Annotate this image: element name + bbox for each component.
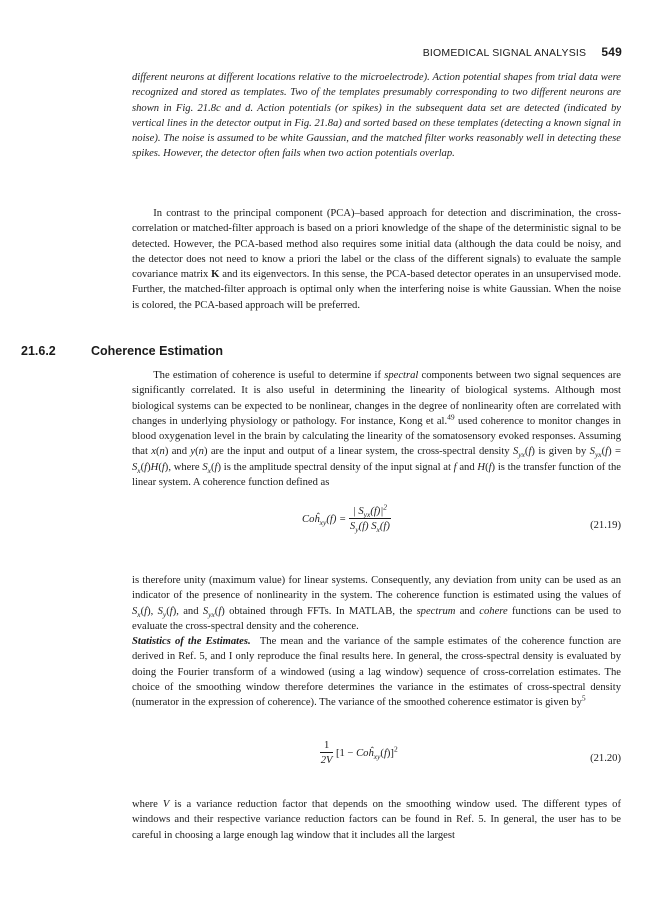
running-header — [423, 45, 622, 59]
equation-21-20 — [132, 740, 621, 780]
variance-formula: $\frac{1}{2V}$ $[1 - Coĥ_{xy}(f)]^2$ — [320, 740, 398, 766]
paragraph-variance-factor: where V is a variance reduction factor that depends on the smoothing window used. The different types of windows and their respective variance reduction factors can be found in Ref. 5. In general, the user has to be careful in choosing a large enough lag window that it includes all the largest — [132, 799, 621, 841]
coherence-formula: $Coĥ_{xy}(f)$ = $\frac{| S_{yx}(f)|^2}{S_y(f) S_x(f)}$ — [302, 502, 390, 535]
figure-caption-continuation: different neurons at different locations relative to the microelectrode). Action potential shapes from trial data were recognized and stored as templates. Two of the templates presumably corresponding to two different neurons are shown in Fig. 21.8c and d. Action potentials (or spikes) in the subsequent data set are detected (indicated by vertical lines in the detector output in Fig. 21.8a) and sorted based on these templates (detecting a known signal in noise). The noise is assumed to be white Gaussian, and the matched filter works reasonably well in detecting these spikes. However, the detector often fails when two action potentials overlap. — [132, 72, 621, 160]
running-title: BIOMEDICAL SIGNAL ANALYSIS — [422, 47, 587, 59]
paragraph-pca-comparison: In contrast to the principal component (PCA)–based approach for detection and discrimination, the cross-correlation or matched-filter approach is based on a priori knowledge of the shape of the deterministic signal to be detected. However, the PCA-based method also requires some initial data (although the data could be noisy, and the detector does not need to know a priori the label or the class of the different signals) to evaluate the sample covariance matrix K and its eigenvectors. In this sense, the PCA-based detector operates in an unsupervised mode. Further, the matched-filter approach is optimal only when the interfering noise is white Gaussian. When the noise is colored, the PCA-based approach will be preferred. — [132, 208, 621, 311]
equation-21-19 — [132, 504, 621, 550]
section-title: Coherence Estimation — [91, 344, 223, 358]
run-in-heading: Statistics of the Estimates. — [132, 636, 251, 647]
page-number: 549 — [601, 45, 622, 59]
section-number: 21.6.2 — [21, 344, 56, 358]
equation-number: (21.20) — [590, 753, 621, 764]
paragraph-statistics: Statistics of the Estimates. The mean and the variance of the sample estimates of the coherence function are derived in Ref. 5, and I only reproduce the final results here. In general, the cross-spectral density is evaluated by doing the Fourier transform of a windowed (using a lag window) sequence of cross-correlation estimates. The choice of the smoothing window therefore determines the variance in the estimates of cross-spectral density (numerator in the expression of coherence). The variance of the smoothed coherence estimator is given $by^5$ — [132, 636, 621, 709]
section-heading — [21, 344, 223, 358]
paragraph-coherence-intro: The estimation of coherence is useful to determine if spectral components between two signal sequences are significantly correlated. It is also useful in determining the linearity of biological systems. Although most biological systems can be expected to be nonlinear, changes in the degree of nonlinearity often are correlated with changes in underlying physiology or pathology. For instance, Kong et al.$^{49}$ used coherence to monitor changes in blood oxygenation level in the brain by calculating the linearity of the somatosensory evoked responses. Assuming that x(n) and y(n) are the input and output of a linear system, the cross-spectral density $S_{yx}(f)$ is given by $S_{yx}(f) = S_x(f)H(f)$, where $S_x(f)$ is the amplitude spectral density of the input signal at f and H(f) is the transfer function of the linear system. A coherence function defined as — [132, 370, 621, 489]
paragraph-coherence-unity: is therefore unity (maximum value) for linear systems. Consequently, any deviation from unity can be used as an indicator of the presence of nonlinearity in the system. The coherence function is estimated using the values of $S_x(f)$, $S_y(f)$, and $S_{yx}(f)$ obtained through FFTs. In MATLAB, the spectrum and cohere functions can be used to evaluate the cross-spectral density and the coherence. — [132, 575, 622, 632]
equation-number: (21.19) — [590, 520, 621, 531]
